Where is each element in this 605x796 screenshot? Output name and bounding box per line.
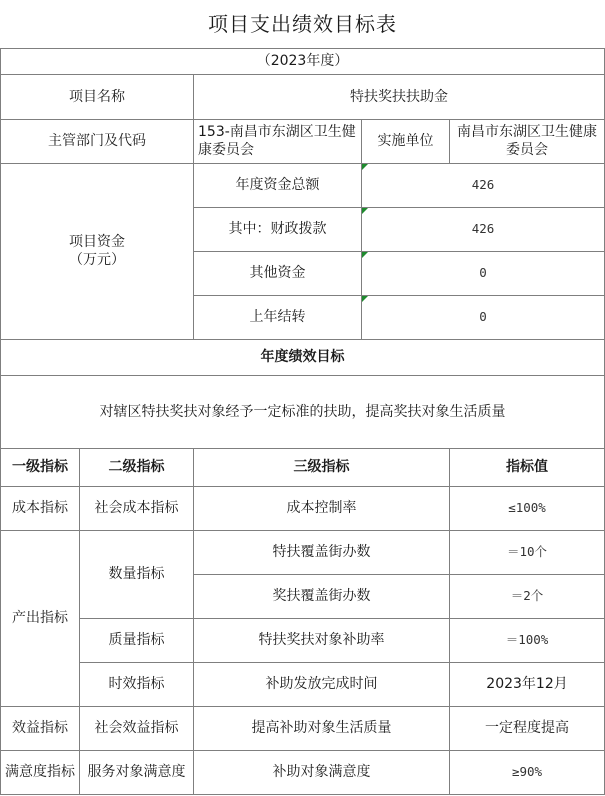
dept-value: 153-南昌市东湖区卫生健 康委员会	[194, 119, 362, 163]
annual-goal-header: 年度绩效目标	[1, 339, 605, 375]
cost-l3: 成本控制率	[194, 486, 450, 530]
quantity-l2: 数量指标	[80, 530, 194, 618]
quantity-value-reward: ＝2个	[450, 574, 605, 618]
satisfaction-l3: 补助对象满意度	[194, 750, 450, 794]
quality-value: ＝100%	[450, 618, 605, 662]
impl-unit-label: 实施单位	[362, 119, 450, 163]
satisfaction-l2: 服务对象满意度	[80, 750, 194, 794]
benefit-l2: 社会效益指标	[80, 706, 194, 750]
satisfaction-l1: 满意度指标	[1, 750, 80, 794]
header-value: 指标值	[450, 448, 605, 486]
satisfaction-value: ≥90%	[450, 750, 605, 794]
fund-value-total: 426	[362, 163, 605, 207]
year-label: （2023年度）	[1, 48, 605, 74]
quantity-l3-special: 特扶覆盖街办数	[194, 530, 450, 574]
quantity-l3-reward: 奖扶覆盖街办数	[194, 574, 450, 618]
quantity-value-special: ＝10个	[450, 530, 605, 574]
quality-l3: 特扶奖扶对象补助率	[194, 618, 450, 662]
timeliness-l3: 补助发放完成时间	[194, 662, 450, 706]
benefit-l3: 提高补助对象生活质量	[194, 706, 450, 750]
cost-l2: 社会成本指标	[80, 486, 194, 530]
annual-goal-text: 对辖区特扶奖扶对象经予一定标准的扶助，提高奖扶对象生活质量	[1, 375, 605, 448]
fund-value-fiscal: 426	[362, 207, 605, 251]
cost-l1: 成本指标	[1, 486, 80, 530]
timeliness-value: 2023年12月	[450, 662, 605, 706]
project-name-label: 项目名称	[1, 74, 194, 119]
header-level3: 三级指标	[194, 448, 450, 486]
fund-label-carryover: 上年结转	[194, 295, 362, 339]
header-level1: 一级指标	[1, 448, 80, 486]
funds-label: 项目资金 （万元）	[1, 163, 194, 339]
timeliness-l2: 时效指标	[80, 662, 194, 706]
fund-label-fiscal: 其中：财政拨款	[194, 207, 362, 251]
fund-label-other: 其他资金	[194, 251, 362, 295]
cost-value: ≤100%	[450, 486, 605, 530]
benefit-l1: 效益指标	[1, 706, 80, 750]
impl-unit-value: 南昌市东湖区卫生健康 委员会	[450, 119, 605, 163]
page-title: 项目支出绩效目标表	[1, 0, 605, 48]
fund-value-other: 0	[362, 251, 605, 295]
benefit-value: 一定程度提高	[450, 706, 605, 750]
output-l1: 产出指标	[1, 530, 80, 706]
fund-label-total: 年度资金总额	[194, 163, 362, 207]
header-level2: 二级指标	[80, 448, 194, 486]
quality-l2: 质量指标	[80, 618, 194, 662]
dept-label: 主管部门及代码	[1, 119, 194, 163]
fund-value-carryover: 0	[362, 295, 605, 339]
project-name-value: 特扶奖扶扶助金	[194, 74, 605, 119]
